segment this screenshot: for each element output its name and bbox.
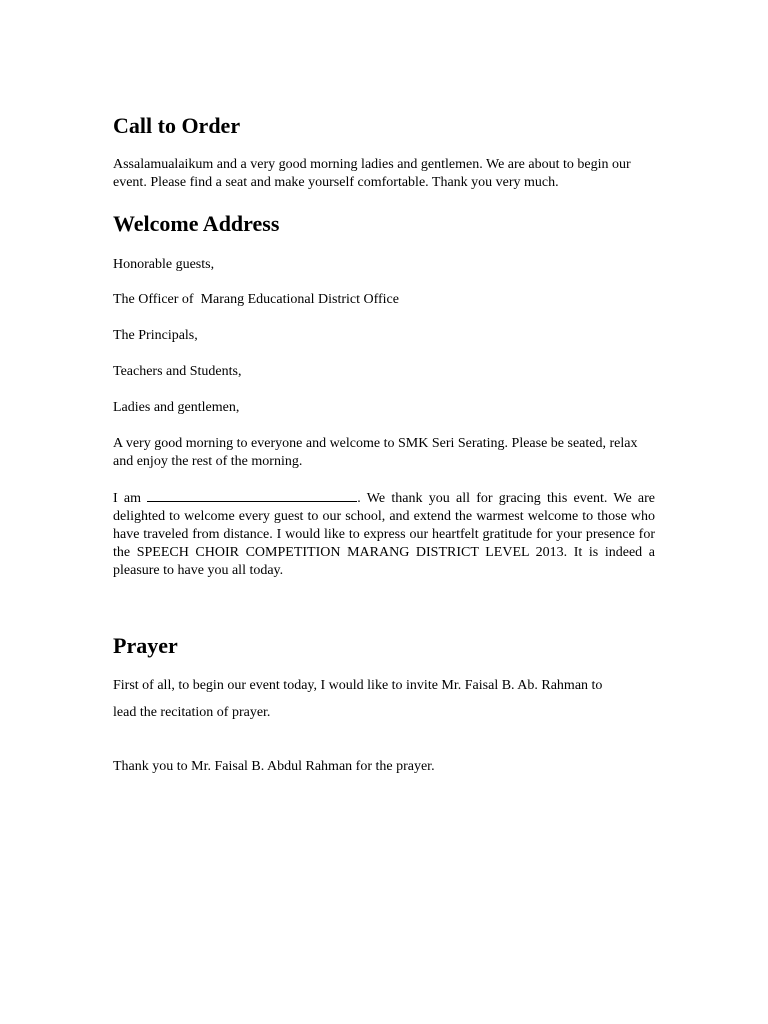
salutation-ladies-gentlemen: Ladies and gentlemen, [113,400,240,415]
welcome-greeting-paragraph: A very good morning to everyone and welcome to SMK Seri Serating. Please be seated, relax and enjoy the rest of the morning. [113,436,638,469]
salutation-principals: The Principals, [113,328,198,343]
heading-call-to-order: Call to Order [113,113,241,138]
prayer-invite-line-1: First of all, to begin our event today, I would like to invite Mr. Faisal B. Ab. Rahman to [113,678,603,693]
name-blank-line [147,489,357,502]
salutation-teachers-students: Teachers and Students, [113,364,242,379]
heading-prayer: Prayer [113,633,178,658]
welcome-intro-paragraph [113,489,655,580]
salutation-guests: Honorable guests, [113,257,215,272]
prayer-thanks: Thank you to Mr. Faisal B. Abdul Rahman for the prayer. [113,759,435,774]
intro-suffix: . We thank you all for gracing this event. We are delighted to welcome every guest to our school, and extend the warmest welcome to those who have traveled from distance. I would like to express our heartfelt gratitude for your presence for the SPEECH CHOIR COMPETITION MARANG DISTRICT LEVEL 2013. It is indeed a pleasure to have you all today. [113,491,656,578]
salutation-officer: The Officer of Marang Educational District Office [113,292,399,307]
heading-welcome-address: Welcome Address [113,211,280,236]
prayer-invite-line-2: lead the recitation of prayer. [113,705,271,720]
intro-prefix: I am [113,491,142,506]
call-to-order-paragraph: Assalamualaikum and a very good morning ladies and gentlemen. We are about to begin our event. Please find a seat and make yourself comfortable. Thank you very much. [113,157,631,190]
